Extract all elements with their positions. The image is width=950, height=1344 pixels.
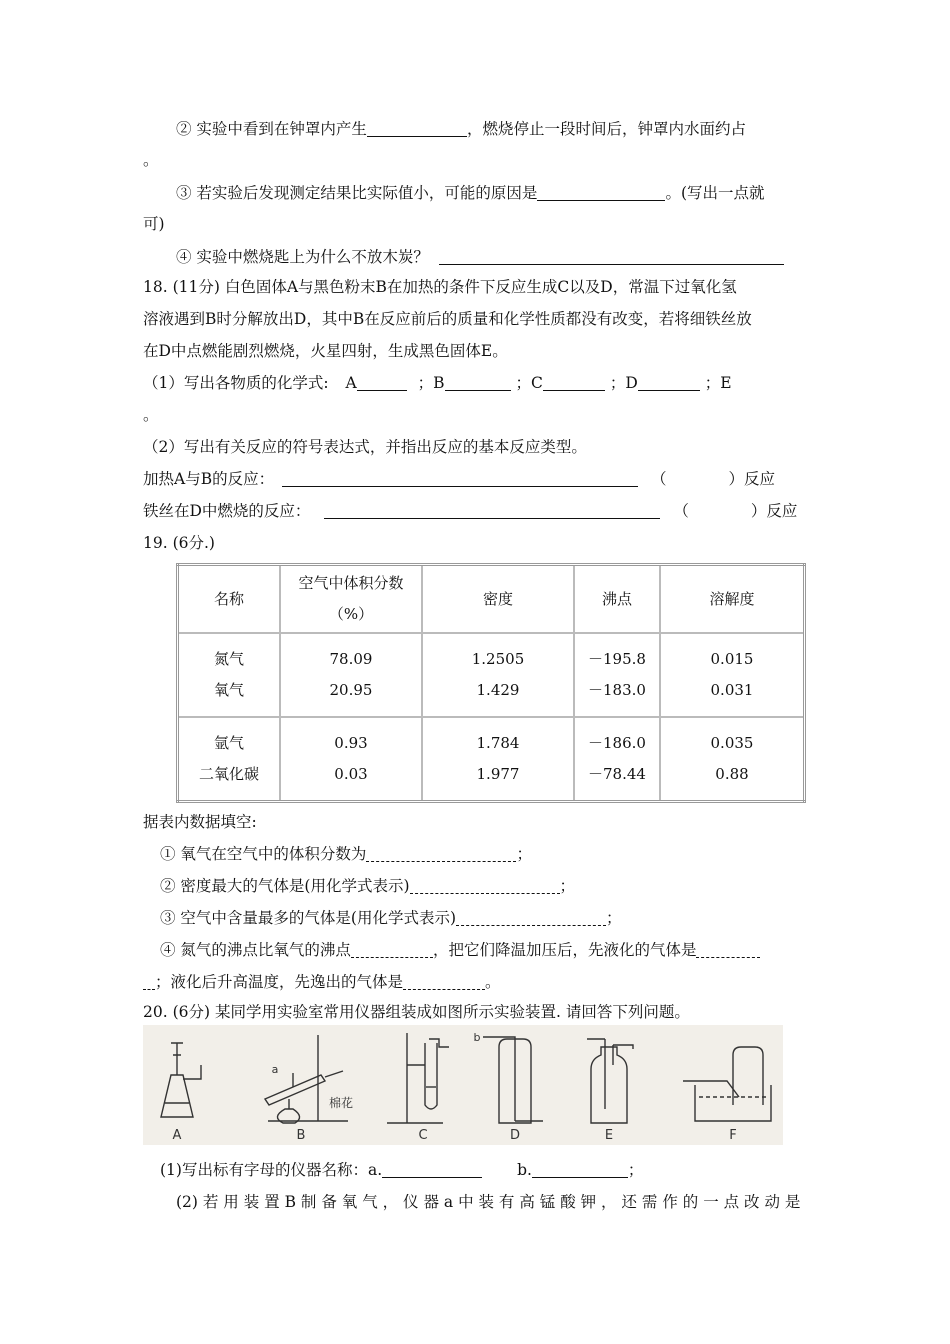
q20-sub2: (2) 若 用 装 置 B 制 备 氧 气 ， 仪 器 a 中 装 有 高 锰 酸 钾 ， 还 需 作 的 一 点 改 动 是 (176, 1193, 801, 1211)
label-E: E (604, 1128, 614, 1143)
q19-item2: ② 密度最大的气体是(用化学式表示) ； (160, 877, 576, 895)
apparatus-d (483, 1037, 543, 1123)
cell-names: 氩气 二氧化碳 (178, 717, 281, 801)
label-F: F (729, 1128, 737, 1143)
table-header (178, 565, 805, 633)
q18-line1: 18. (11分) 白色固体A与黑色粉末B在加热的条件下反应生成C以及D，常温下过氧化氢 (143, 278, 737, 296)
blank-a[interactable] (357, 374, 407, 391)
blank[interactable] (410, 877, 560, 894)
q17-item2: ② 实验中看到在钟罩内产生 ，燃烧停止一段时间后，钟罩内水面约占 (176, 120, 746, 138)
blank[interactable] (456, 909, 606, 926)
cell-densities: 1.2505 1.429 (422, 633, 574, 717)
label-b: b (473, 1031, 481, 1044)
header-density: 密度 (422, 565, 574, 633)
table-row (178, 717, 805, 801)
q18-line3: 在D中点燃能剧烈燃烧，火星四射，生成黑色固体E。 (143, 342, 508, 360)
header-boiling: 沸点 (574, 565, 660, 633)
header-name: 名称 (178, 565, 281, 633)
blank-b[interactable] (532, 1161, 628, 1178)
label-D: D (509, 1128, 521, 1143)
q18-react1: 加热A与B的反应： （ ）反应 (143, 470, 776, 488)
q19-title: 19. (6分.) (143, 534, 215, 552)
blank[interactable] (367, 120, 467, 137)
gas-data-table (176, 563, 806, 803)
label-B: B (296, 1128, 306, 1143)
cell-fractions: 78.09 20.95 (280, 633, 422, 717)
cell-names: 氮气 氧气 (178, 633, 281, 717)
cell-boiling: －186.0 －78.44 (574, 717, 660, 801)
apparatus-a (161, 1043, 201, 1117)
blank[interactable] (537, 184, 665, 201)
blank-d[interactable] (638, 374, 700, 391)
q17-item3-end: 可) (143, 215, 165, 233)
blank-c[interactable] (543, 374, 605, 391)
apparatus-figure (143, 1025, 783, 1145)
q17-item3: ③ 若实验后发现测定结果比实际值小，可能的原因是 。(写出一点就 (176, 184, 765, 202)
q19-item4-cont: ；液化后升高温度，先逸出的气体是 。 (143, 970, 501, 992)
blank-a[interactable] (382, 1161, 482, 1178)
q19-item3: ③ 空气中含量最多的气体是(用化学式表示) ； (160, 909, 622, 927)
blank[interactable] (282, 470, 638, 487)
q19-fill-intro: 据表内数据填空: (143, 813, 257, 831)
cell-solubility: 0.015 0.031 (660, 633, 805, 717)
q19-item1: ① 氧气在空气中的体积分数为 ； (160, 845, 532, 863)
apparatus-c (387, 1033, 449, 1123)
blank[interactable] (324, 502, 660, 519)
cell-fractions: 0.93 0.03 (280, 717, 422, 801)
q18-line2: 溶液遇到B时分解放出D，其中B在反应前后的质量和化学性质都没有改变，若将细铁丝放 (143, 310, 752, 328)
cell-densities: 1.784 1.977 (422, 717, 574, 801)
q18-sub1-end: 。 (143, 406, 159, 424)
cell-solubility: 0.035 0.88 (660, 717, 805, 801)
q18-sub1: （1）写出各物质的化学式: A ；B ；C ；D ；E (143, 374, 732, 392)
apparatus-f (683, 1047, 771, 1121)
q17-item2-end: 。 (143, 151, 159, 169)
header-solubility: 溶解度 (660, 565, 805, 633)
label-A: A (172, 1128, 182, 1143)
blank[interactable] (403, 973, 485, 990)
blank[interactable] (439, 248, 784, 265)
blank-b[interactable] (445, 374, 511, 391)
cell-boiling: －195.8 －183.0 (574, 633, 660, 717)
blank[interactable] (351, 941, 433, 958)
apparatus-e (587, 1039, 633, 1123)
label-cotton: 棉花 (328, 1096, 354, 1110)
label-C: C (418, 1128, 428, 1143)
header-fraction: 空气中体积分数 （%） (280, 565, 422, 633)
q20-sub1: (1)写出标有字母的仪器名称：a. b. ； (160, 1161, 644, 1179)
q18-sub2: （2）写出有关反应的符号表达式，并指出反应的基本反应类型。 (143, 438, 587, 456)
blank[interactable] (696, 941, 760, 958)
q17-item4: ④ 实验中燃烧匙上为什么不放木炭？ (176, 245, 784, 267)
q20-intro: 20. (6分) 某同学用实验室常用仪器组装成如图所示实验装置. 请回答下列问题。 (143, 1003, 690, 1021)
q19-item4: ④ 氮气的沸点比氧气的沸点 ，把它们降温加压后，先液化的气体是 (160, 938, 760, 960)
q18-react2: 铁丝在D中燃烧的反应： （ ）反应 (143, 502, 798, 520)
label-a: a (271, 1063, 279, 1076)
blank[interactable] (366, 845, 516, 862)
table-row (178, 633, 805, 717)
